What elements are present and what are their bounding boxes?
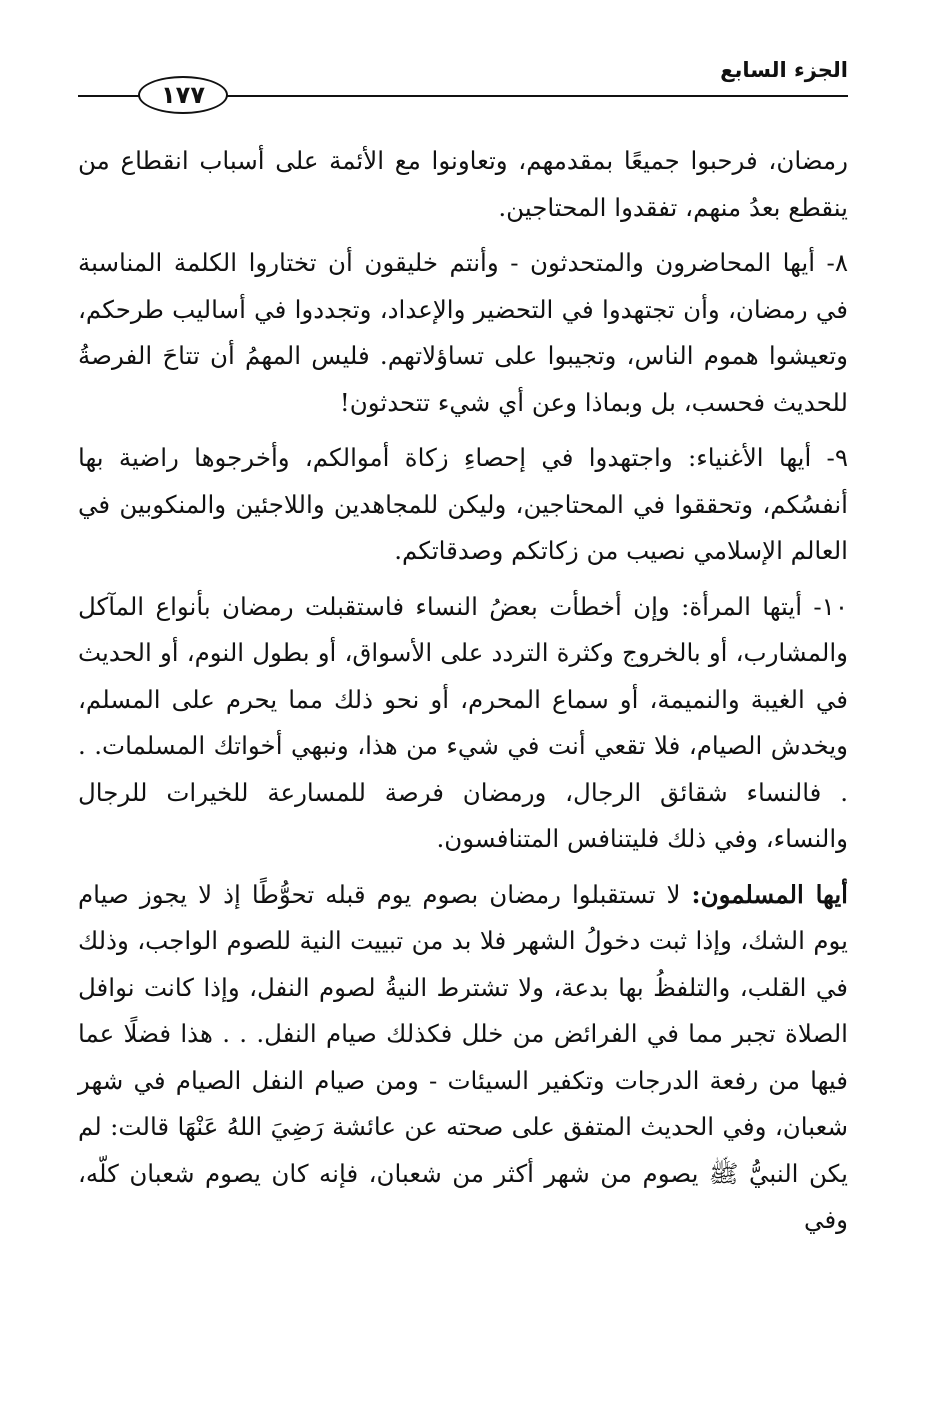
paragraph-muslims (78, 872, 848, 1244)
paragraph-women (78, 584, 848, 863)
paragraph-rich (78, 435, 848, 575)
paragraph-text: ١٠- أيتها المرأة: وإن أخطأت بعضُ النساء فاستقبلت رمضان بأنواع المآكل والمشارب، أو بالخروج وكثرة التردد على الأسواق، أو بطول النوم، أو الحديث في الغيبة والنميمة، أو سماع المحرم، أو نحو ذلك مما يحرم على المسلم، ويخدش الصيام، فلا تقعي أنت في شيء من هذا، ونبهي أخواتك المسلمات. . . فالنساء شقائق الرجال، ورمضان فرصة للمسارعة للخيرات للرجال والنساء، وفي ذلك فليتنافس المتنافسون. (78, 591, 848, 853)
chapter-title: الجزء السابع (720, 58, 848, 82)
page-number-badge: ١٧٧ (138, 76, 228, 114)
running-header (78, 48, 848, 108)
paragraph-text: رمضان، فرحبوا جميعًا بمقدمهم، وتعاونوا مع الأئمة على أسباب انقطاع من ينقطع بعدُ منهم، تفقدوا المحتاجين. (78, 146, 848, 222)
paragraph-text: ٩- أيها الأغنياء: واجتهدوا في إحصاءِ زكاة أموالكم، وأخرجوها راضية بها أنفسُكم، وتحققوا في المحتاجين، وليكن للمجاهدين واللاجئين والمنكوبين في العالم الإسلامي نصيب من زكاتكم وصدقاتكم. (78, 443, 848, 565)
paragraph-text: لا تستقبلوا رمضان بصوم يوم قبله تحوُّطًا إذ لا يجوز صيام يوم الشك، وإذا ثبت دخولُ الشهر فلا بد من تبييت النية للصوم الواجب، وذلك في القلب، والتلفظُ بها بدعة، ولا تشترط النيةُ لصوم النفل، وإذا كانت نوافل الصلاة تجبر مما في الفرائض من خلل فكذلك صيام النفل. . . هذا فضلًا عما فيها من رفعة الدرجات وتكفير السيئات - ومن صيام النفل الصيام في شهر شعبان، وفي الحديث المتفق على صحته عن عائشة رَضِيَ اللهُ عَنْهَا قالت: لم يكن النبيُّ ﷺ يصوم من شهر أكثر من شعبان، فإنه كان يصوم شعبان كلّه، وفي (78, 879, 848, 1234)
body-text (78, 138, 848, 1253)
paragraph-ramadan-intro (78, 138, 848, 231)
paragraph-text: ٨- أيها المحاضرون والمتحدثون - وأنتم خليقون أن تختاروا الكلمة المناسبة في رمضان، وأن تجتهدوا في التحضير والإعداد، وتجددوا في أساليب طرحكم، وتعيشوا هموم الناس، وتجيبوا على تساؤلاتهم. فليس المهمُ أن تتاحَ الفرصةُ للحديث فحسب، بل وبماذا وعن أي شيء تتحدثون! (78, 248, 848, 417)
paragraph-lead: أيها المسلمون: (691, 879, 848, 909)
paragraph-speakers (78, 240, 848, 426)
